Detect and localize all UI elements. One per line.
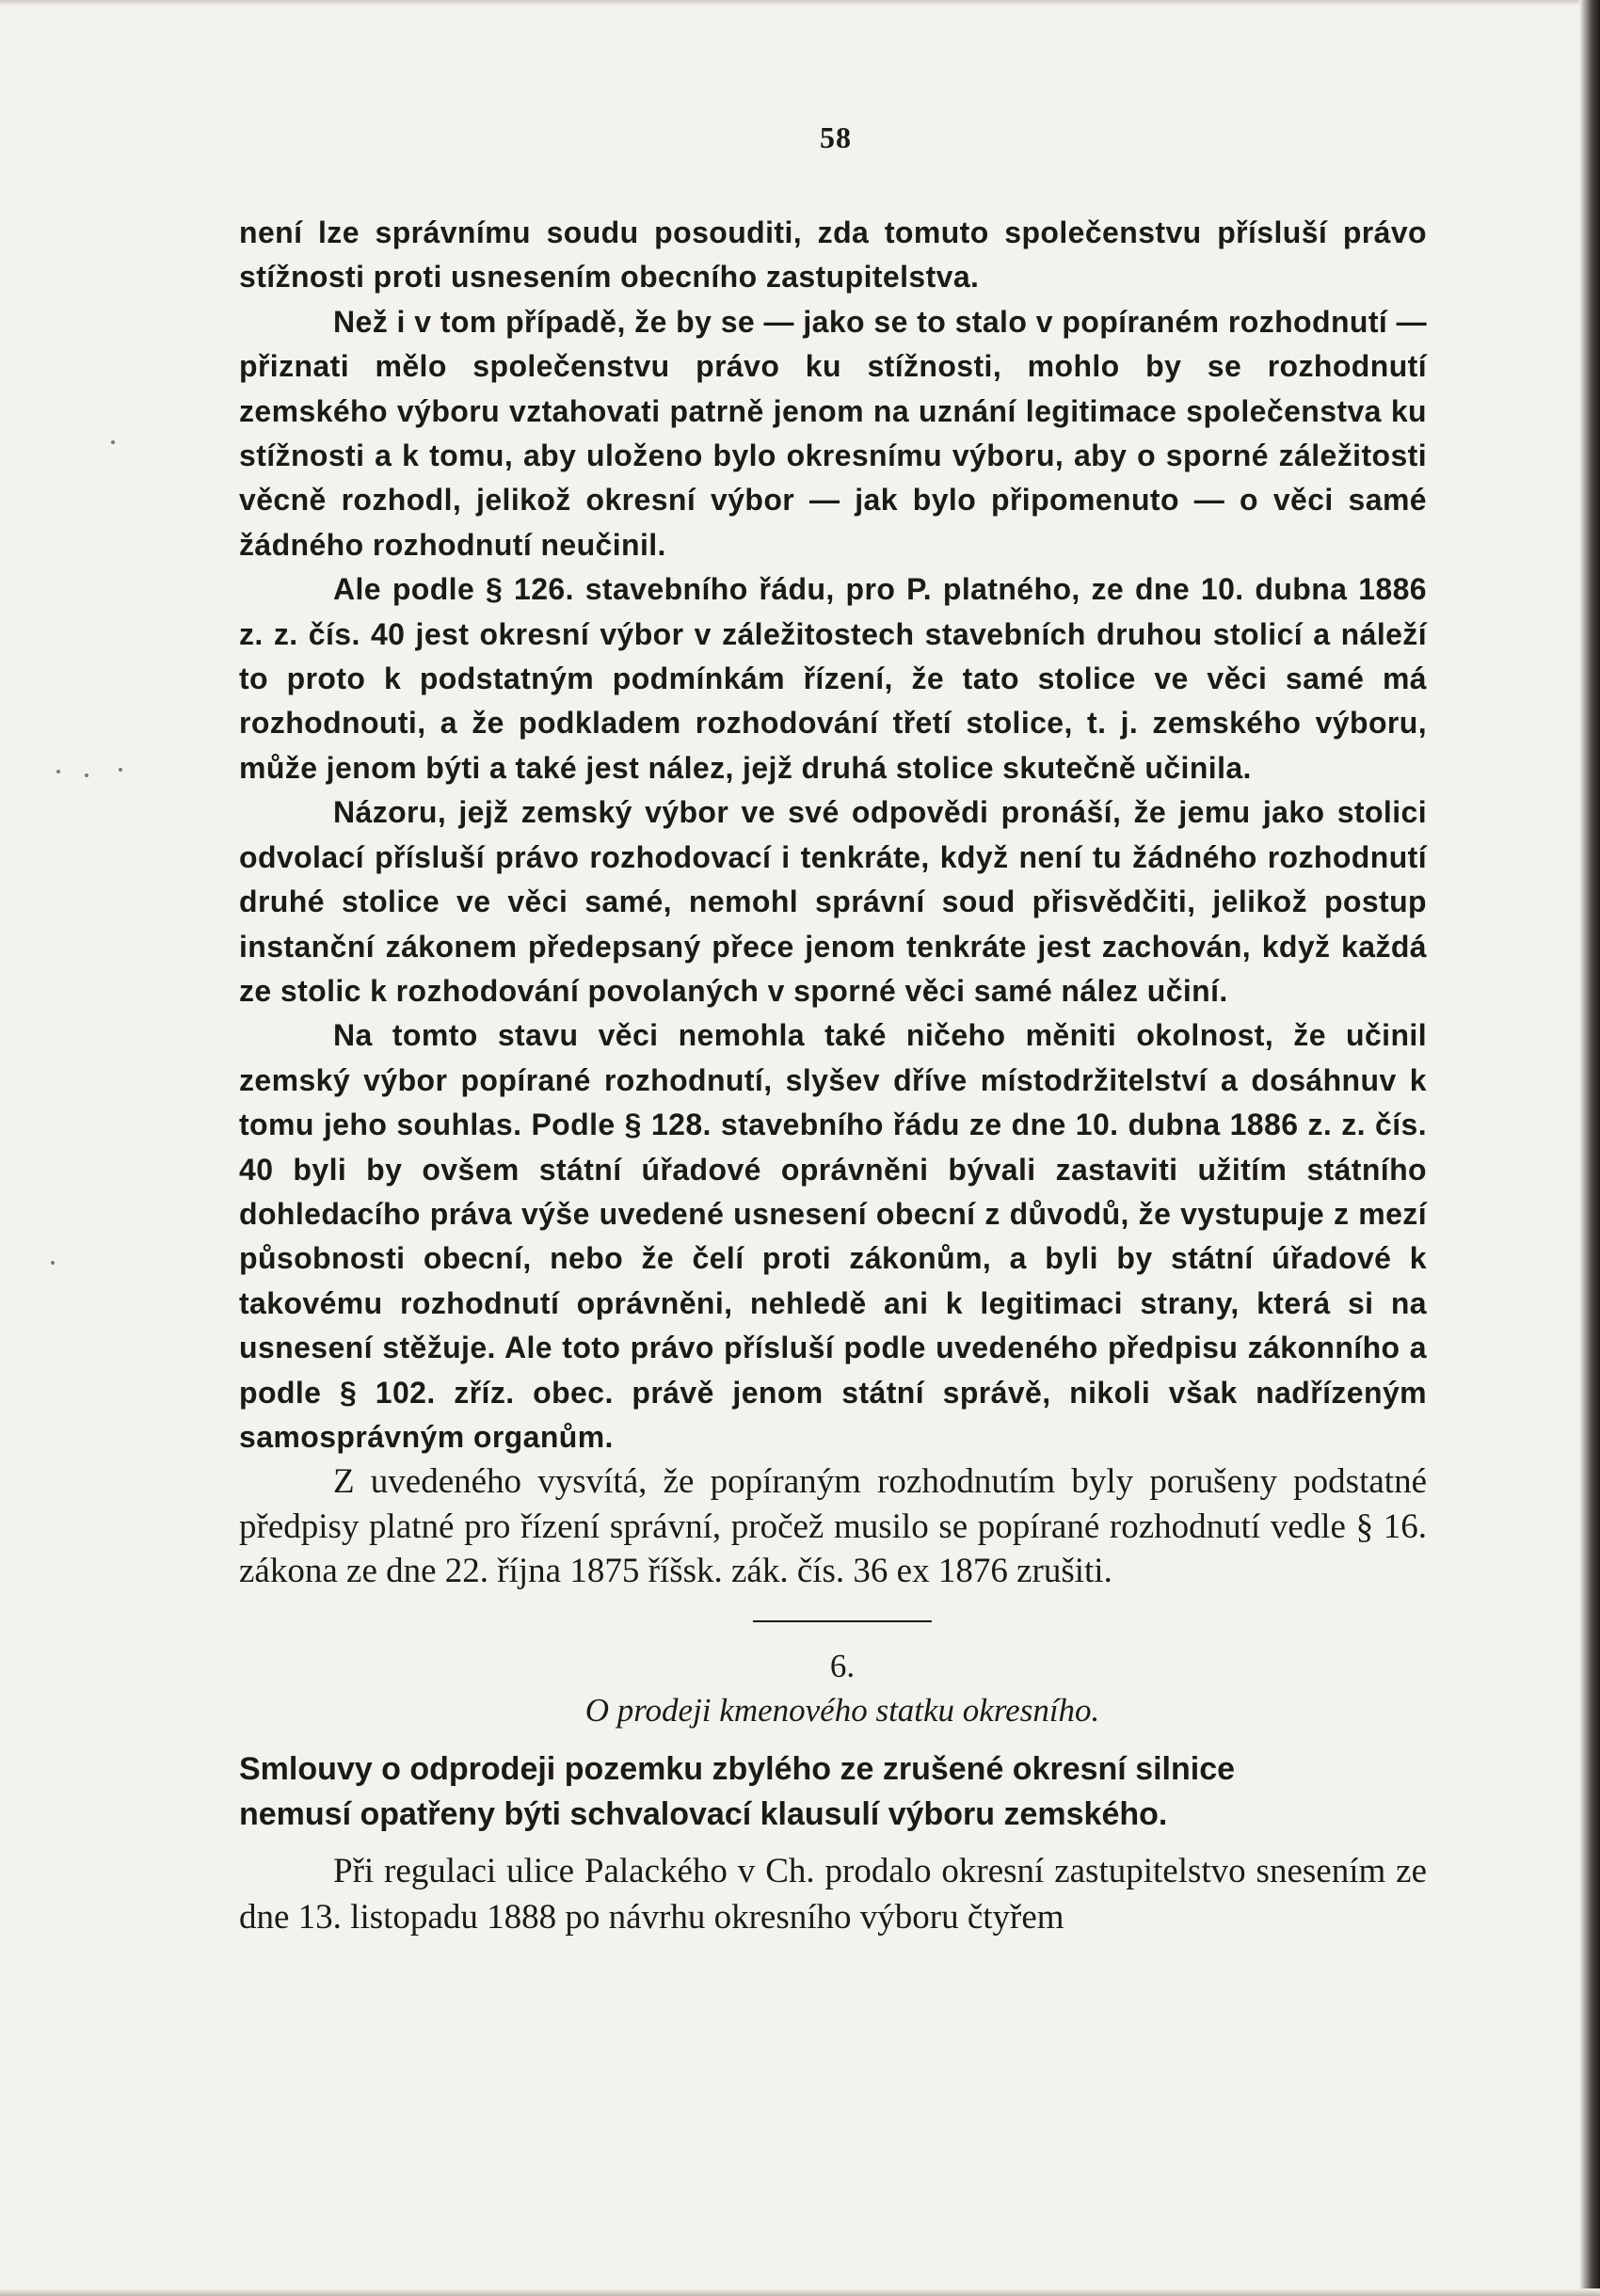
section-number: 6. [829,1647,856,1684]
scan-speck [119,768,122,772]
paragraph-6: Z uvedeného vysvítá, že popíraným rozhodnutím byly porušeny podstatné předpisy platné pro řízení správní, pročež musilo se popírané rozhodnutí vedle § 16. zákona ze dne 22. října 1875 říšsk. zák. čís. 36 ex 1876 zrušiti. [239,1462,1427,1591]
section-first-paragraph: Při regulaci ulice Palackého v Ch. prodalo okresní zastupitelstvo snesením ze dne 13. listopadu 1888 po návrhu okresního výboru čtyřem [239,1851,1427,1937]
paragraph-1: není lze správnímu soudu posouditi, zda tomuto společenstvu přísluší právo stížnosti proti usnesením obecního zastupitelstva. [239,215,1427,295]
section-divider [753,1620,932,1622]
scan-edge-top [0,0,1600,6]
section-headnote [239,1746,1427,1837]
scan-edge-bottom [0,2288,1600,2296]
paragraph-4: Názoru, jejž zemský výbor ve své odpovědi pronáší, že jemu jako stolici odvolací přísluší právo rozhodovací i tenkráte, když není tu žádného rozhodnutí druhé stolice ve věci samé, nemohl správní soud přisvědčiti, jelikož postup instanční zákonem předepsaný přece jenom tenkráte jest zachován, když každá ze stolic k rozhodování povolaných v sporné věci samé nález učiní. [239,795,1427,1008]
page-number: 58 [820,120,852,154]
scan-speck [51,1261,55,1265]
scan-edge-right [1579,0,1600,2296]
scan-speck [111,440,115,444]
paragraph-5: Na tomto stavu věci nemohla také ničeho měniti okolnost, že učinil zemský výbor popírané rozhodnutí, slyšev dříve místodržitelství a dosáhnuv k tomu jeho souhlas. Podle § 128. stavebního řádu ze dne 10. dubna 1886 z. z. čís. 40 byli by ovšem státní úřadové oprávněni bývali zastaviti užitím státního dohledacího práva výše uvedené usnesení obecní z důvodů, že vystupuje z mezí působnosti obecní, nebo že čelí proti zákonům, a byli by státní úřadové k takovému rozhodnutí oprávněni, nehledě ani k legitimaci strany, která si na usnesení stěžuje. Ale toto právo přísluší podle uvedeného předpisu zákonního a podle § 102. zříz. obec. právě jenom státní správě, nikoli však nadřízeným samosprávným organům. [239,1018,1427,1454]
main-text [239,211,1427,1940]
scan-speck [56,770,60,773]
scan-speck [85,773,88,777]
paragraph-3: Ale podle § 126. stavebního řádu, pro P. platného, ze dne 10. dubna 1886 z. z. čís. 40 jest okresní výbor v záležitostech stavebních druhou stolicí a náleží to proto k podstatným podmínkám řízení, že tato stolice ve věci samé má rozhodnouti, a že podkladem rozhodování třetí stolice, t. j. zemského výboru, může jenom býti a také jest nález, jejž druhá stolice skutečně učinila. [239,572,1427,785]
headnote-line-2: nemusí opatřeny býti schvalovací klausulí výboru zemského. [239,1795,1168,1832]
paragraph-2: Než i v tom případě, že by se — jako se to stalo v popíraném rozhodnutí — přiznati mělo společenstvu právo ku stížnosti, mohlo by se rozhodnutí zemského výboru vztahovati patrně jenom na uznání legitimace společenstva ku stížnosti a k tomu, aby uloženo bylo okresnímu výboru, aby o sporné záležitosti věcně rozhodl, jelikož okresní výbor — jak bylo připomenuto — o věci samé žádného rozhodnutí neučinil. [239,304,1427,562]
section-title: O prodeji kmenového statku okresního. [584,1691,1100,1729]
headnote-line-1: Smlouvy o odprodeji pozemku zbylého ze zrušené okresní silnice [239,1750,1236,1787]
